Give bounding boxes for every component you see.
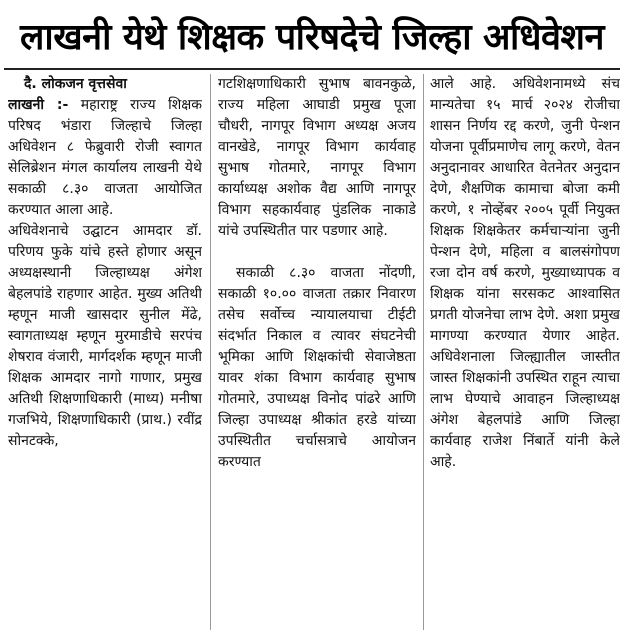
paragraph-4: सकाळी ८.३० वाजता नोंदणी, सकाळी १०.०० वाजता तक्रार निवारण तसेच सर्वोच्च न्यायालयाचा टीईटी संदर्भात निकाल व त्यावर संघटनेची भूमिका आणि शिक्षकांची सेवाजेष्ठता यावर शंका विभाग कार्यवाह सुभाष गोतमारे, उपाध्यक्ष विनोद पांढरे आणि जिल्हा उपाध्यक्ष श्रीकांत हरडे यांच्या उपस्थितीत चर्चासत्राचे आयोजन करण्यात (218, 265, 416, 470)
column-2 (218, 74, 416, 634)
column-divider-2 (423, 74, 424, 630)
byline: दै. लोकजन वृत्तसेवा (24, 76, 127, 92)
headline: लाखनी येथे शिक्षक परिषदेचे जिल्हा अधिवेशन (19, 16, 604, 58)
paragraph-1 (8, 95, 202, 221)
paragraph-2: अधिवेशनाचे उद्घाटन आमदार डॉ. परिणय फुके यांचे हस्ते होणार असून अध्यक्षस्थानी जिल्हाध्यक्ष अंगेश बेहलपांडे राहणार आहेत. मुख्य अतिथी म्हणून माजी खासदार सुनील मेंढे, स्वागताध्यक्ष म्हणून मुरमाडीचे सरपंच शेषराव वंजारी, मार्गदर्शक म्हणून माजी शिक्षक आमदार नागो गाणार, प्रमुख अतिथी शिक्षणाधिकारी (माध्य) मनीषा गजभिये, शिक्षणाधिकारी (प्राथ.) रवींद्र सोनटक्के, (8, 223, 202, 449)
column-divider-1 (210, 74, 211, 630)
paragraph-1-text: महाराष्ट्र राज्य शिक्षक परिषद भंडारा जिल्हाचे जिल्हा अधिवेशन ८ फेब्रुवारी रोजी स्वागत सेलिब्रेशन मंगल कार्यालय लाखनी येथे सकाळी ८.३० वाजता आयोजित करण्यात आला आहे. (8, 97, 202, 218)
dateline: लाखनी :- (8, 97, 69, 113)
paragraph-5: आले आहे. अधिवेशनामध्ये संच मान्यतेचा १५ मार्च २०२४ रोजीचा शासन निर्णय रद्द करणे, जुनी पेन्शन योजना पूर्वीप्रमाणेच लागू करणे, वेतन अनुदानावर आधारित वेतनेतर अनुदान देणे, शैक्षणिक कामाचा बोजा कमी करणे, १ नोव्हेंबर २००५ पूर्वी नियुक्त शिक्षक शिक्षकेतर कर्मचाऱ्यांना जुनी पेन्शन देणे, महिला व बालसंगोपण रजा दोन वर्ष करणे, मुख्याध्यापक व शिक्षक यांना सरसकट आश्वासित प्रगती योजनेचा लाभ देणे. अशा प्रमुख मागण्या करण्यात येणार आहेत. अधिवेशनाला जिल्ह्यातील जास्तीत जास्त शिक्षकांनी उपस्थित राहून त्याचा लाभ घेण्याचे आवाहन जिल्हाध्यक्ष अंगेश बेहलपांडे आणि जिल्हा कार्यवाह राजेश निंबार्ते यांनी केले आहे. (430, 76, 620, 470)
column-3 (430, 74, 620, 634)
paragraph-3: गटशिक्षणाधिकारी सुभाष बावनकुळे, राज्य महिला आघाडी प्रमुख पूजा चौधरी, नागपूर विभाग अध्यक्ष अजय वानखेडे, नागपूर विभाग कार्यवाह सुभाष गोतमारे, नागपूर विभाग कार्याध्यक्ष अशोक वैद्य आणि नागपूर विभाग सहकार्यवाह पुंडलिक नाकाडे यांचे उपस्थितीत पार पडणार आहे. (218, 76, 416, 239)
column-1 (8, 74, 202, 634)
headline-rule (4, 68, 620, 70)
